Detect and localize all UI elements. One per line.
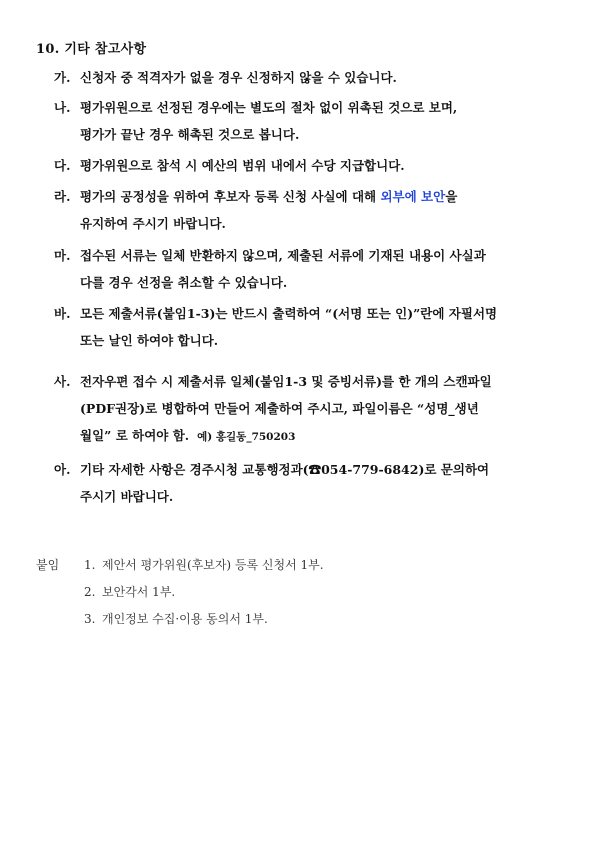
item-text: 접수된 서류는 일체 반환하지 않으며, 제출된 서류에 기재된 내용이 사실과 bbox=[80, 248, 486, 263]
item-text: 또는 날인 하여야 합니다. bbox=[80, 333, 219, 348]
attachment-number: 1. bbox=[84, 558, 96, 572]
item-text: 을 bbox=[445, 189, 458, 204]
item-marker: 라. bbox=[54, 189, 71, 204]
item-text: 월일” 로 하여야 함. bbox=[80, 428, 190, 443]
filename-example: 예) 홍길동_750203 bbox=[197, 431, 296, 443]
item-text: 다를 경우 선정을 취소할 수 있습니다. bbox=[80, 275, 288, 290]
item-marker: 가. bbox=[54, 70, 71, 85]
list-item-na bbox=[54, 94, 559, 148]
item-text: 전자우편 접수 시 제출서류 일체(붙임1-3 및 증빙서류)를 한 개의 스캔파일 bbox=[80, 374, 492, 389]
item-marker: 바. bbox=[54, 306, 71, 321]
item-marker: 나. bbox=[54, 100, 71, 115]
attachments-list bbox=[36, 552, 324, 633]
item-text: 주시기 바랍니다. bbox=[80, 489, 174, 504]
list-item-a bbox=[54, 456, 559, 510]
list-item-sa bbox=[54, 368, 559, 449]
item-marker: 다. bbox=[54, 158, 71, 173]
attachment-number: 3. bbox=[84, 612, 96, 626]
item-text: 평가위원으로 참석 시 예산의 범위 내에서 수당 지급합니다. bbox=[80, 158, 405, 173]
list-item-ma bbox=[54, 242, 559, 296]
item-marker: 마. bbox=[54, 248, 71, 263]
section-title: 10. 기타 참고사항 bbox=[36, 42, 147, 57]
attachments-label: 붙임 bbox=[36, 558, 60, 572]
item-text: 평가의 공정성을 위하여 후보자 등록 신청 사실에 대해 bbox=[80, 189, 381, 204]
attachment-text: 개인정보 수집·이용 동의서 1부. bbox=[102, 612, 268, 626]
item-text: (PDF권장)로 병합하여 만들어 제출하여 주시고, 파일이름은 “성명_생년 bbox=[80, 401, 479, 416]
attachment-text: 보안각서 1부. bbox=[102, 585, 176, 599]
item-text: 평가가 끝난 경우 해촉된 것으로 봅니다. bbox=[80, 127, 300, 142]
item-text: 기타 자세한 사항은 경주시청 교통행정과(☎054-779-6842)로 문의하여 bbox=[80, 462, 490, 477]
item-text: 평가위원으로 선정된 경우에는 별도의 절차 없이 위촉된 것으로 보며, bbox=[80, 100, 458, 115]
item-marker: 아. bbox=[54, 462, 71, 477]
attachment-text: 제안서 평가위원(후보자) 등록 신청서 1부. bbox=[102, 558, 324, 572]
attachment-number: 2. bbox=[84, 585, 96, 599]
item-text: 신청자 중 적격자가 없을 경우 신정하지 않을 수 있습니다. bbox=[80, 70, 397, 85]
item-text: 유지하여 주시기 바랍니다. bbox=[80, 216, 226, 231]
list-item-ba bbox=[54, 300, 559, 354]
list-item-da bbox=[54, 152, 559, 179]
item-text: 모든 제출서류(붙임1-3)는 반드시 출력하여 “(서명 또는 인)”란에 자필서명 bbox=[80, 306, 498, 321]
security-highlight: 외부에 보안 bbox=[380, 189, 446, 204]
item-marker: 사. bbox=[54, 374, 71, 389]
list-item-ga bbox=[54, 64, 559, 91]
list-item-ra bbox=[54, 183, 559, 237]
